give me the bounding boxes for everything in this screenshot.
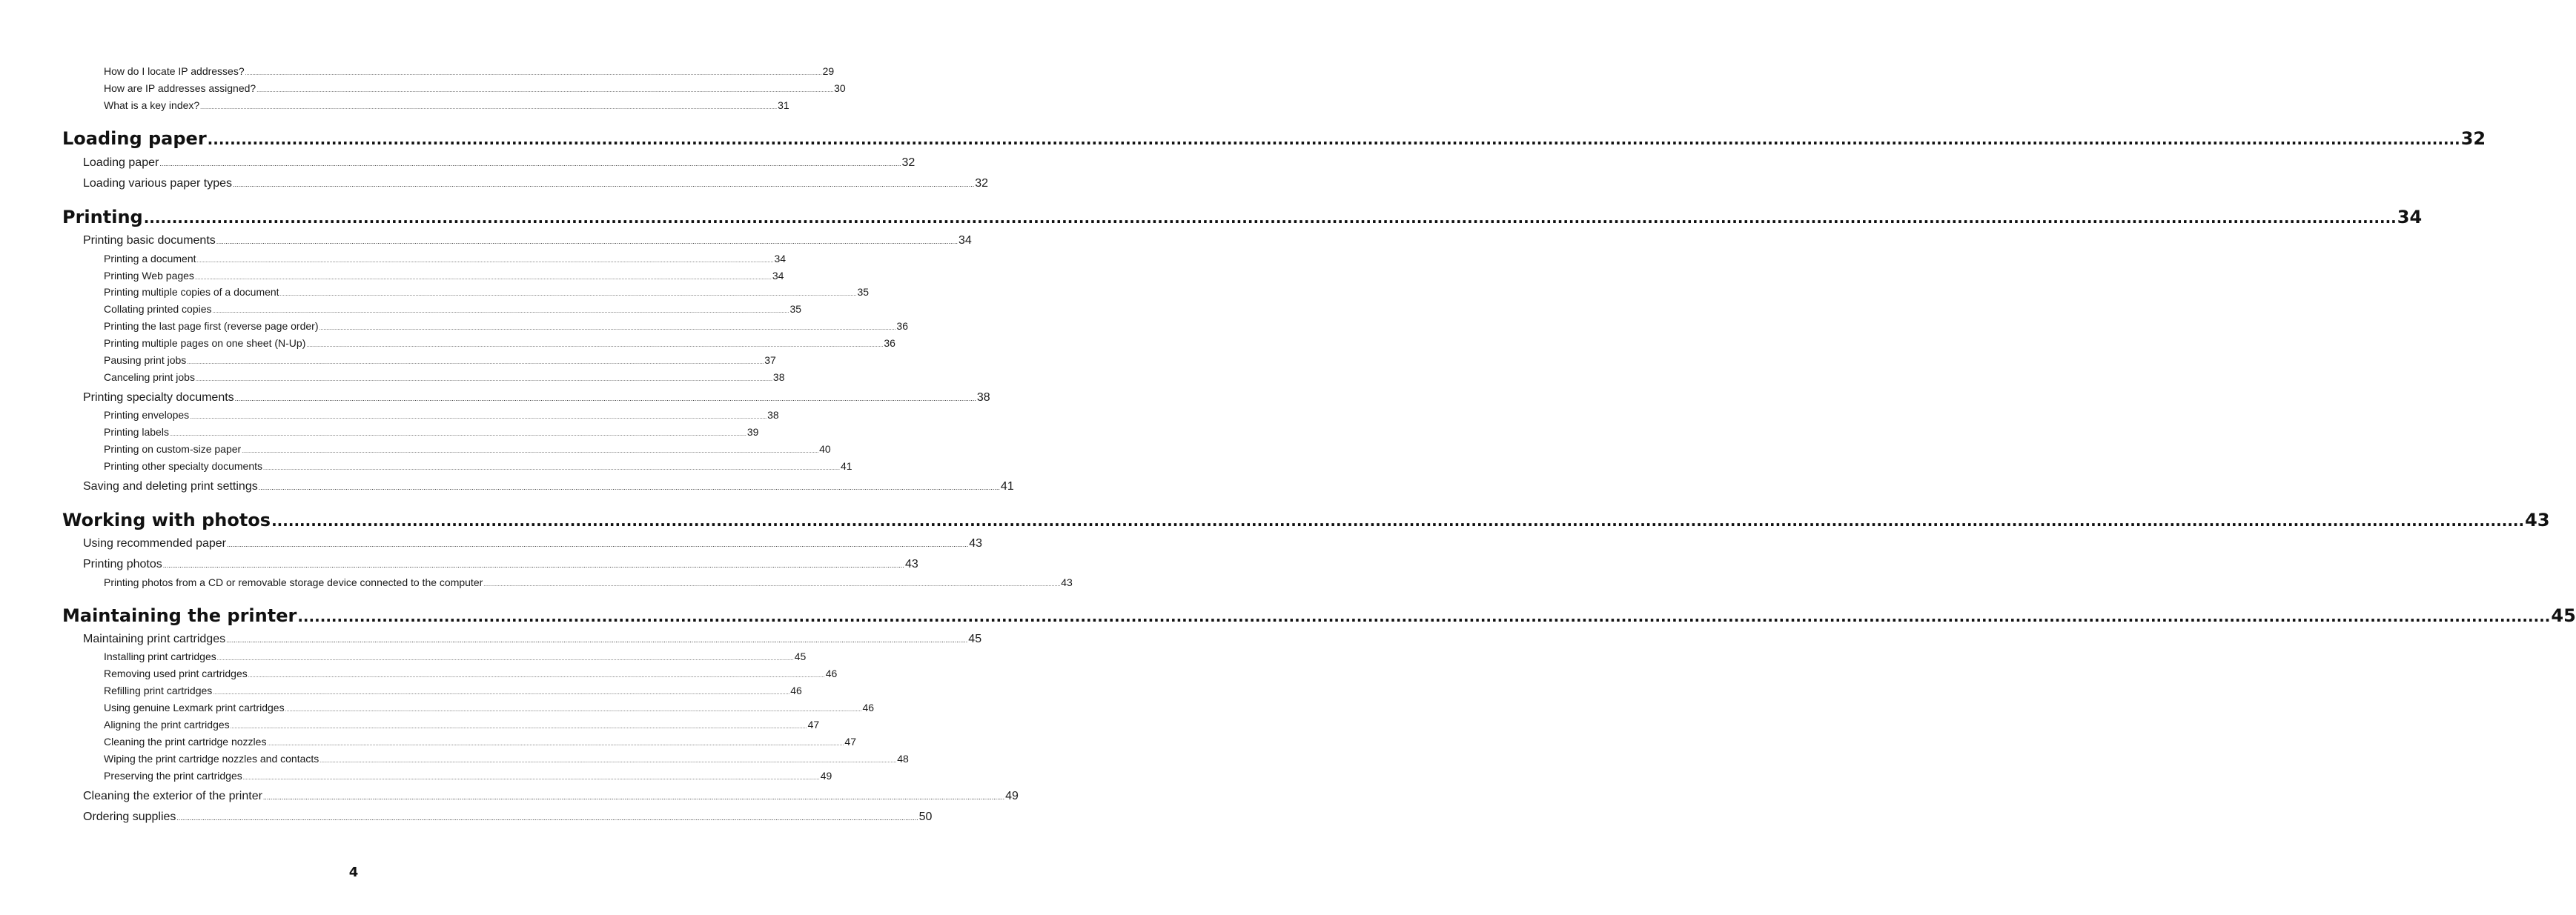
dot-leader: ................................................................................................................................................................................................................................................................................................................................................................................................................	[271, 512, 2525, 530]
toc-entry[interactable]	[104, 667, 838, 680]
toc-entry-page: 46	[825, 668, 838, 679]
toc-section-entry[interactable]	[83, 789, 1019, 804]
dot-leader: ................................................................................................................................................................................................................................................................................................................................................................................................................	[195, 377, 772, 382]
toc-entry-page: 34	[772, 270, 784, 282]
dot-leader: ................................................................................................................................................................................................................................................................................................................................................................................................................	[267, 742, 844, 747]
toc-entry-title: Printing on custom-size paper	[104, 443, 242, 455]
toc-entry[interactable]	[104, 81, 846, 95]
toc-entry[interactable]	[104, 319, 908, 333]
toc-entry-title: Wiping the print cartridge nozzles and contacts	[104, 753, 319, 765]
toc-entry-page: 48	[897, 753, 909, 765]
toc-entry-title: Removing used print cartridges	[104, 668, 248, 679]
toc-entry[interactable]	[104, 442, 831, 456]
toc-section-page: 43	[969, 537, 982, 550]
toc-entry-title: Preserving the print cartridges	[104, 770, 242, 782]
toc-chapter-page: 43	[2525, 510, 2550, 530]
dot-leader: ................................................................................................................................................................................................................................................................................................................................................................................................................	[245, 71, 822, 76]
dot-leader: ................................................................................................................................................................................................................................................................................................................................................................................................................	[242, 776, 820, 781]
dot-leader: ................................................................................................................................................................................................................................................................................................................................................................................................................	[176, 814, 918, 822]
toc-entry-page: 35	[789, 303, 802, 315]
toc-entry-page: 40	[819, 443, 831, 455]
dot-leader: ................................................................................................................................................................................................................................................................................................................................................................................................................	[258, 484, 1000, 491]
toc-entry[interactable]	[104, 99, 789, 112]
toc-entry[interactable]	[104, 408, 779, 422]
dot-leader: ................................................................................................................................................................................................................................................................................................................................................................................................................	[483, 582, 1061, 588]
toc-chapter-page: 45	[2551, 605, 2576, 626]
dot-leader: ................................................................................................................................................................................................................................................................................................................................................................................................................	[194, 276, 772, 281]
toc-section-entry[interactable]	[83, 479, 1014, 494]
dot-leader: ................................................................................................................................................................................................................................................................................................................................................................................................................	[256, 88, 834, 93]
toc-entry-title: Installing print cartridges	[104, 651, 216, 662]
toc-entry[interactable]	[104, 302, 802, 316]
dot-leader: ................................................................................................................................................................................................................................................................................................................................................................................................................	[227, 541, 969, 548]
toc-entry-page: 36	[884, 337, 895, 349]
dot-leader: ................................................................................................................................................................................................................................................................................................................................................................................................................	[279, 292, 857, 297]
dot-leader: ................................................................................................................................................................................................................................................................................................................................................................................................................	[169, 432, 746, 437]
dot-leader: ................................................................................................................................................................................................................................................................................................................................................................................................................	[263, 466, 840, 471]
toc-entry-page: 37	[764, 354, 776, 366]
toc-entry-page: 49	[820, 770, 832, 782]
toc-entry-page: 45	[794, 651, 807, 662]
toc-section-page: 38	[976, 391, 990, 404]
dot-leader: ................................................................................................................................................................................................................................................................................................................................................................................................................	[319, 326, 896, 331]
toc-entry-page: 35	[857, 286, 870, 298]
toc-entry-title: Cleaning the print cartridge nozzles	[104, 736, 267, 748]
toc-entry-page: 47	[807, 719, 820, 731]
toc-section-page: 34	[958, 234, 972, 247]
dot-leader: ................................................................................................................................................................................................................................................................................................................................................................................................................	[285, 708, 862, 713]
toc-section-page: 32	[975, 177, 989, 190]
toc-entry[interactable]	[104, 425, 759, 439]
dot-leader: ................................................................................................................................................................................................................................................................................................................................................................................................................	[187, 360, 764, 365]
dot-leader: ................................................................................................................................................................................................................................................................................................................................................................................................................	[234, 395, 976, 402]
toc-entry-page: 46	[790, 685, 802, 696]
dot-leader: ................................................................................................................................................................................................................................................................................................................................................................................................................	[159, 160, 901, 167]
toc-chapter-entry[interactable]	[62, 509, 2550, 531]
toc-chapter-entry[interactable]	[62, 605, 2576, 627]
toc-entry-title: Printing a document	[104, 253, 196, 264]
toc-entry-page: 34	[774, 253, 787, 264]
toc-chapter-entry[interactable]	[62, 206, 2423, 228]
dot-leader: ................................................................................................................................................................................................................................................................................................................................................................................................................	[297, 608, 2551, 625]
toc-section-title: Printing photos	[83, 558, 162, 570]
toc-entry-title: How are IP addresses assigned?	[104, 82, 256, 94]
toc-section-entry[interactable]	[83, 233, 972, 248]
toc-section-page: 49	[1005, 790, 1019, 802]
dot-leader: ................................................................................................................................................................................................................................................................................................................................................................................................................	[230, 725, 807, 730]
toc-entry[interactable]	[104, 576, 1073, 589]
toc-entry-title: Printing Web pages	[104, 270, 194, 282]
toc-entry-title: What is a key index?	[104, 99, 200, 111]
toc-entry-page: 30	[834, 82, 846, 94]
toc-chapter-page: 32	[2460, 128, 2486, 149]
dot-leader: ................................................................................................................................................................................................................................................................................................................................................................................................................	[200, 105, 778, 110]
toc-entry-page: 39	[746, 426, 759, 438]
dot-leader: ................................................................................................................................................................................................................................................................................................................................................................................................................	[143, 209, 2397, 227]
toc-entry-title: Printing multiple pages on one sheet (N-Up)	[104, 337, 306, 349]
toc-entry-page: 29	[822, 65, 835, 77]
dot-leader: ................................................................................................................................................................................................................................................................................................................................................................................................................	[207, 130, 2460, 148]
toc-entry-title: How do I locate IP addresses?	[104, 65, 245, 77]
dot-leader: ................................................................................................................................................................................................................................................................................................................................................................................................................	[212, 309, 789, 314]
toc-section-entry[interactable]	[83, 557, 918, 572]
toc-entry-page: 36	[896, 320, 908, 332]
toc-section-title: Loading paper	[83, 156, 159, 169]
toc-section-page: 43	[904, 558, 918, 570]
toc-entry-title: Printing labels	[104, 426, 169, 438]
toc-section-entry[interactable]	[83, 632, 982, 647]
dot-leader: ................................................................................................................................................................................................................................................................................................................................................................................................................	[242, 449, 819, 454]
dot-leader: ................................................................................................................................................................................................................................................................................................................................................................................................................	[162, 562, 904, 569]
toc-entry-title: Refilling print cartridges	[104, 685, 213, 696]
toc-entry-title: Printing multiple copies of a document	[104, 286, 279, 298]
toc-chapter-title: Loading paper	[62, 128, 207, 149]
toc-section-entry[interactable]	[83, 810, 933, 825]
toc-section-title: Ordering supplies	[83, 811, 176, 823]
toc-section-title: Printing specialty documents	[83, 391, 234, 404]
toc-section-entry[interactable]	[83, 156, 915, 170]
toc-section-title: Loading various paper types	[83, 177, 233, 190]
toc-chapter-title: Printing	[62, 207, 143, 227]
toc-section-entry[interactable]	[83, 536, 982, 551]
dot-leader: ................................................................................................................................................................................................................................................................................................................................................................................................................	[262, 793, 1005, 801]
dot-leader: ................................................................................................................................................................................................................................................................................................................................................................................................................	[190, 415, 767, 420]
toc-section-entry[interactable]	[83, 176, 989, 191]
toc-section-title: Using recommended paper	[83, 537, 226, 550]
page-number: 4	[348, 865, 359, 880]
toc-entry-page: 43	[1061, 576, 1073, 588]
toc-entry[interactable]	[104, 370, 785, 384]
toc-section-title: Saving and deleting print settings	[83, 480, 258, 493]
toc-section-title: Maintaining print cartridges	[83, 633, 226, 645]
toc-entry-page: 41	[840, 460, 852, 472]
toc-entry[interactable]	[104, 701, 875, 714]
toc-entry[interactable]	[104, 285, 870, 299]
toc-entry-page: 38	[772, 371, 785, 383]
toc-section-title: Printing basic documents	[83, 234, 216, 247]
toc-entry-page: 47	[844, 736, 856, 748]
toc-chapter-entry[interactable]	[62, 127, 2486, 150]
dot-leader: ................................................................................................................................................................................................................................................................................................................................................................................................................	[248, 673, 825, 679]
toc-entry[interactable]	[104, 684, 802, 697]
toc-entry[interactable]	[104, 735, 856, 748]
toc-section-page: 41	[1000, 480, 1014, 493]
dot-leader: ................................................................................................................................................................................................................................................................................................................................................................................................................	[226, 636, 968, 644]
toc-section-entry[interactable]	[83, 390, 990, 405]
toc-entry-title: Printing the last page first (reverse page order)	[104, 320, 319, 332]
dot-leader: ................................................................................................................................................................................................................................................................................................................................................................................................................	[306, 343, 884, 348]
toc-entry-page: 31	[778, 99, 789, 111]
dot-leader: ................................................................................................................................................................................................................................................................................................................................................................................................................	[319, 759, 897, 764]
toc-entry[interactable]	[104, 336, 895, 350]
toc-entry[interactable]	[104, 752, 909, 765]
dot-leader: ................................................................................................................................................................................................................................................................................................................................................................................................................	[216, 656, 794, 662]
toc-entry[interactable]	[104, 353, 776, 367]
toc-entry-title: Using genuine Lexmark print cartridges	[104, 702, 285, 713]
toc-chapter-page: 34	[2397, 207, 2423, 227]
toc-chapter-title: Maintaining the printer	[62, 605, 297, 626]
toc-entry-title: Printing photos from a CD or removable storage device connected to the computer	[104, 576, 483, 588]
dot-leader: ................................................................................................................................................................................................................................................................................................................................................................................................................	[213, 691, 790, 696]
dot-leader: ................................................................................................................................................................................................................................................................................................................................................................................................................	[196, 259, 774, 264]
toc-entry[interactable]	[104, 459, 852, 473]
toc-section-page: 45	[968, 633, 982, 645]
toc-entry-page: 38	[767, 409, 779, 421]
toc-entry[interactable]	[104, 252, 787, 265]
toc-section-page: 32	[901, 156, 915, 169]
toc-section-title: Cleaning the exterior of the printer	[83, 790, 262, 802]
toc-entry-title: Canceling print jobs	[104, 371, 195, 383]
toc-entry[interactable]	[104, 650, 807, 663]
toc-entry[interactable]	[104, 269, 784, 282]
toc-entry-page: 46	[862, 702, 875, 713]
dot-leader: ................................................................................................................................................................................................................................................................................................................................................................................................................	[216, 238, 958, 245]
dot-leader: ................................................................................................................................................................................................................................................................................................................................................................................................................	[233, 181, 975, 188]
toc-entry[interactable]	[104, 769, 832, 782]
toc-entry-title: Printing envelopes	[104, 409, 190, 421]
toc-entry[interactable]	[104, 64, 835, 78]
toc-entry-title: Collating printed copies	[104, 303, 212, 315]
toc-entry-title: Printing other specialty documents	[104, 460, 262, 472]
toc-entry[interactable]	[104, 718, 820, 731]
toc-section-page: 50	[918, 811, 933, 823]
toc-chapter-title: Working with photos	[62, 510, 271, 530]
toc-entry-title: Pausing print jobs	[104, 354, 187, 366]
toc-entry-title: Aligning the print cartridges	[104, 719, 230, 731]
